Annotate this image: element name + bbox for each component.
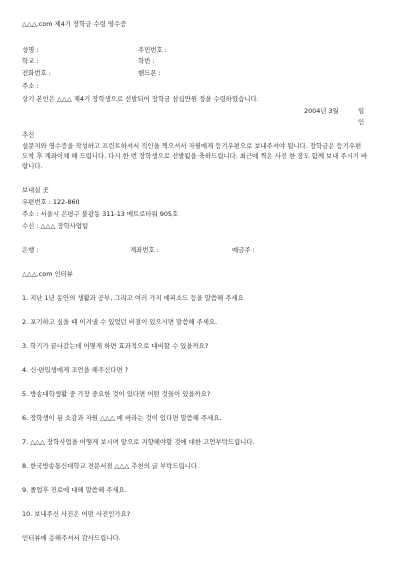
name-field-label: 성명 : — [22, 46, 39, 54]
interview-title: △△△.com 인터뷰 — [22, 270, 73, 278]
recipient: 수신 : △△△ 장학사업팀 — [22, 222, 89, 230]
postal-code: 우편번호 : 122-860 — [22, 198, 80, 206]
interview-question: 8. 한국방송통신대학교 전문서점 △△△ 추천의 글 부탁드립니다. — [22, 462, 200, 470]
interview-question: 4. 신·편입생에게 조언을 해주신다면 ? — [22, 366, 129, 374]
day-label: 일 — [358, 107, 365, 115]
seal-label: 인 — [358, 118, 365, 126]
receipt-date: 2004년 3월 — [304, 107, 339, 115]
ps-label: 추신 — [22, 131, 35, 139]
address-field-label: 주소 : — [22, 82, 39, 90]
interview-question: 1. 지난 1년 동안의 생활과 공부, 그리고 여러 가지 에피소드 등을 말씀해 주세요 — [22, 294, 244, 302]
interview-question: 10. 보내주신 사진은 어떤 사진인가요? — [22, 510, 131, 518]
student-id-field-label: 학번 : — [138, 57, 155, 65]
resident-no-field-label: 주민번호 : — [138, 46, 167, 54]
send-to-label: 보내실 곳 — [22, 186, 49, 194]
document-page — [22, 0, 382, 565]
phone-field-label: 전화번호 : — [22, 69, 51, 77]
mobile-field-label: 핸드폰 : — [138, 69, 161, 77]
school-field-label: 학교 : — [22, 57, 39, 65]
ps-body: 설문지와 영수증을 작성하고 프린트하셔서 직인을 찍으셔서 자필에게 등기우편으로 보내주셔야 됩니다. 장학금은 등기우편 도착 후 계좌이체 해 드립니다. 다시 한 번 장학생으로 선발됨을 축하드립니다. 최근에 찍은 사진 한 장도 함께 보내 주시기 바랍니다. — [22, 142, 368, 170]
interview-closing: 인터뷰에 응해주셔서 감사드립니다. — [22, 534, 121, 542]
holder-field-label: 예금주 : — [232, 246, 255, 254]
interview-question: 3. 학기가 끝나갔는데 어떻게 하면 효과적으로 대비할 수 있을까요? — [22, 342, 209, 350]
interview-question: 6. 장학생이 된 소감과 자원 △△△ 에 바라는 것이 있다면 말씀해 주세요. — [22, 414, 222, 422]
document-title: △△△.com 제4기 장학금 수령 영수증 — [22, 20, 127, 28]
bank-field-label: 은행 : — [22, 246, 39, 254]
interview-question: 2. 포기하고 싶을 때 이겨낼 수 있었던 비결이 있으시면 말씀해 주세요. — [22, 318, 218, 326]
interview-question: 9. 졸업후 진로에 대해 말씀해 주세요. — [22, 486, 127, 494]
interview-question: 5. 방송대학생활 중 가장 중요한 것이 있다면 어떤 것들이 있을까요? — [22, 390, 211, 398]
account-field-label: 계좌번호 : — [130, 246, 159, 254]
receipt-statement: 상기 본인은 △△△ 제4기 장학생으로 선발되어 장학금 삼십만원 정을 수령하였습니다. — [22, 95, 259, 103]
interview-question: 7. △△△ 장학사업을 어떻게 보시며 앞으로 지향해야할 것에 대한 고언부탁드립니다. — [22, 438, 255, 446]
mailing-address: 주소 : 서울시 은평구 불광동 311-13 메트로타워 905호 — [22, 210, 179, 218]
